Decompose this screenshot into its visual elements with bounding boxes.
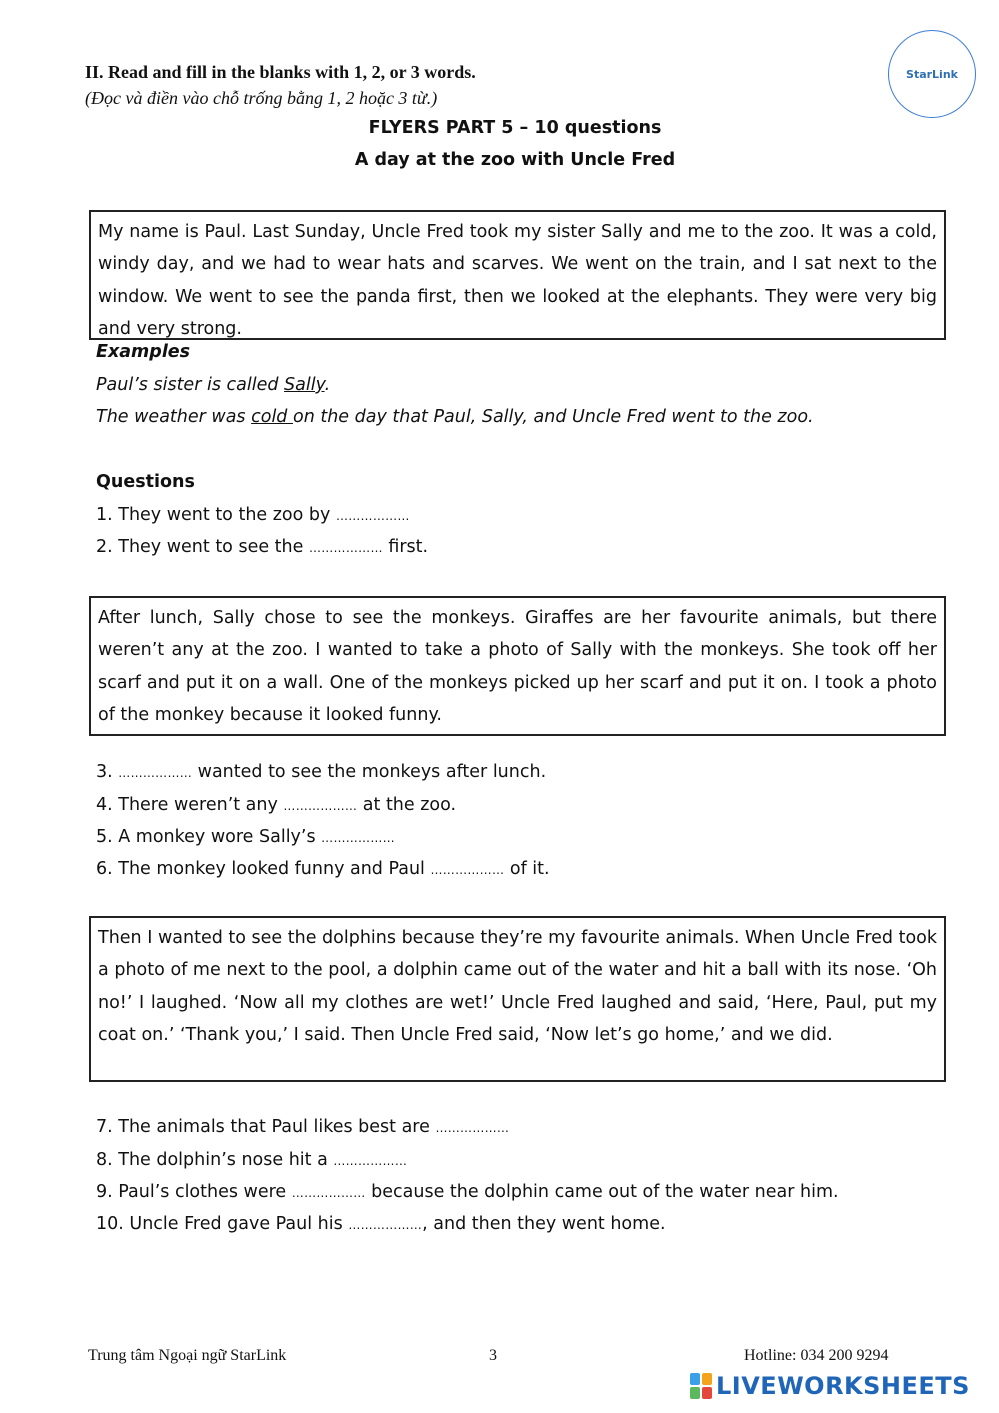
story-title: A day at the zoo with Uncle Fred xyxy=(354,150,676,170)
page-title: FLYERS PART 5 – 10 questions xyxy=(368,118,662,138)
examples-heading: Examples xyxy=(96,342,191,362)
questions-heading: Questions xyxy=(96,472,195,492)
question-text: 8. The dolphin’s nose hit a xyxy=(96,1150,334,1170)
example-1 xyxy=(96,375,330,395)
answer-blank[interactable]: ……………… xyxy=(308,541,383,555)
question-text: 7. The animals that Paul likes best are xyxy=(96,1117,436,1137)
question-text: 5. A monkey wore Sally’s xyxy=(96,827,322,847)
answer-blank[interactable]: ……………… xyxy=(291,1186,366,1200)
answer-blank[interactable]: ……………… xyxy=(435,1121,510,1135)
answer-blank[interactable]: ……………… xyxy=(335,509,410,523)
example-2-end: on the day that Paul, Sally, and Uncle Fred went to the zoo. xyxy=(292,407,814,427)
answer-blank[interactable]: ……………… xyxy=(321,831,395,845)
question-text-end: at the zoo. xyxy=(357,795,457,815)
question-text-end: , and then they went home. xyxy=(422,1214,666,1234)
question-text-end: wanted to see the monkeys after lunch. xyxy=(192,762,547,782)
question-9 xyxy=(96,1182,839,1202)
footer-hotline: Hotline: 034 200 9294 xyxy=(744,1347,889,1364)
section-instruction: II. Read and fill in the blanks with 1, 2, or 3 words. xyxy=(85,62,476,82)
watermark-text: LIVEWORKSHEETS xyxy=(716,1372,970,1400)
question-8 xyxy=(96,1150,407,1170)
question-text-end: first. xyxy=(382,537,429,557)
answer-blank[interactable]: ……………… xyxy=(348,1218,423,1232)
answer-blank[interactable]: ……………… xyxy=(333,1154,408,1168)
example-2 xyxy=(96,407,814,427)
question-text-end: because the dolphin came out of the water near him. xyxy=(365,1182,839,1202)
question-text: 3. xyxy=(96,762,119,782)
question-text: 10. Uncle Fred gave Paul his xyxy=(96,1214,349,1234)
question-1 xyxy=(96,505,410,525)
passage-3: Then I wanted to see the dolphins because they’re my favourite animals. When Uncle Fred took a photo of me next to the pool, a dolphin came out of the water and hit a ball with its nose. ‘Oh no!’ I laughed. ‘Now all my clothes are wet!’ Uncle Fred laughed and said, ‘Here, Paul, put my coat on.’ ‘Thank you,’ I said. Then Uncle Fred said, ‘Now let’s go home,’ and we did. xyxy=(89,916,946,1082)
passage-1: My name is Paul. Last Sunday, Uncle Fred took my sister Sally and me to the zoo. It was a cold, windy day, and we had to wear hats and scarves. We went on the train, and I sat next to the window. We went to see the panda first, then we looked at the elephants. They were very big and very strong. xyxy=(89,210,946,340)
liveworksheets-watermark[interactable] xyxy=(690,1372,970,1400)
example-1-text: Paul’s sister is called xyxy=(96,375,285,395)
question-text: 1. They went to the zoo by xyxy=(96,505,336,525)
example-1-answer: Sally xyxy=(284,375,325,395)
example-2-answer: cold xyxy=(251,407,293,427)
question-10 xyxy=(96,1214,666,1234)
example-1-end: . xyxy=(324,375,331,395)
footer-center-name: Trung tâm Ngoại ngữ StarLink xyxy=(88,1347,287,1364)
question-text: 6. The monkey looked funny and Paul xyxy=(96,859,431,879)
page-number: 3 xyxy=(489,1347,497,1364)
question-text: 9. Paul’s clothes were xyxy=(96,1182,292,1202)
question-5 xyxy=(96,827,395,847)
answer-blank[interactable]: ……………… xyxy=(283,799,358,813)
question-text-end: of it. xyxy=(504,859,550,879)
example-2-text: The weather was xyxy=(96,407,252,427)
question-7 xyxy=(96,1117,509,1137)
answer-blank[interactable]: ……………… xyxy=(430,863,505,877)
question-6 xyxy=(96,859,550,879)
starlink-logo xyxy=(888,30,976,118)
question-3 xyxy=(96,762,546,782)
section-instruction-vietnamese: (Đọc và điền vào chỗ trống bằng 1, 2 hoặc 3 từ.) xyxy=(85,88,438,108)
question-4 xyxy=(96,795,456,815)
answer-blank[interactable]: ……………… xyxy=(118,766,193,780)
liveworksheets-logo-icon xyxy=(690,1373,712,1399)
question-text: 4. There weren’t any xyxy=(96,795,284,815)
logo-text: StarLink xyxy=(906,67,958,81)
question-2 xyxy=(96,537,428,557)
passage-2: After lunch, Sally chose to see the monkeys. Giraffes are her favourite animals, but there weren’t any at the zoo. I wanted to take a photo of Sally with the monkeys. She took off her scarf and put it on a wall. One of the monkeys picked up her scarf and put it on. I took a photo of the monkey because it looked funny. xyxy=(89,596,946,736)
question-text: 2. They went to see the xyxy=(96,537,309,557)
